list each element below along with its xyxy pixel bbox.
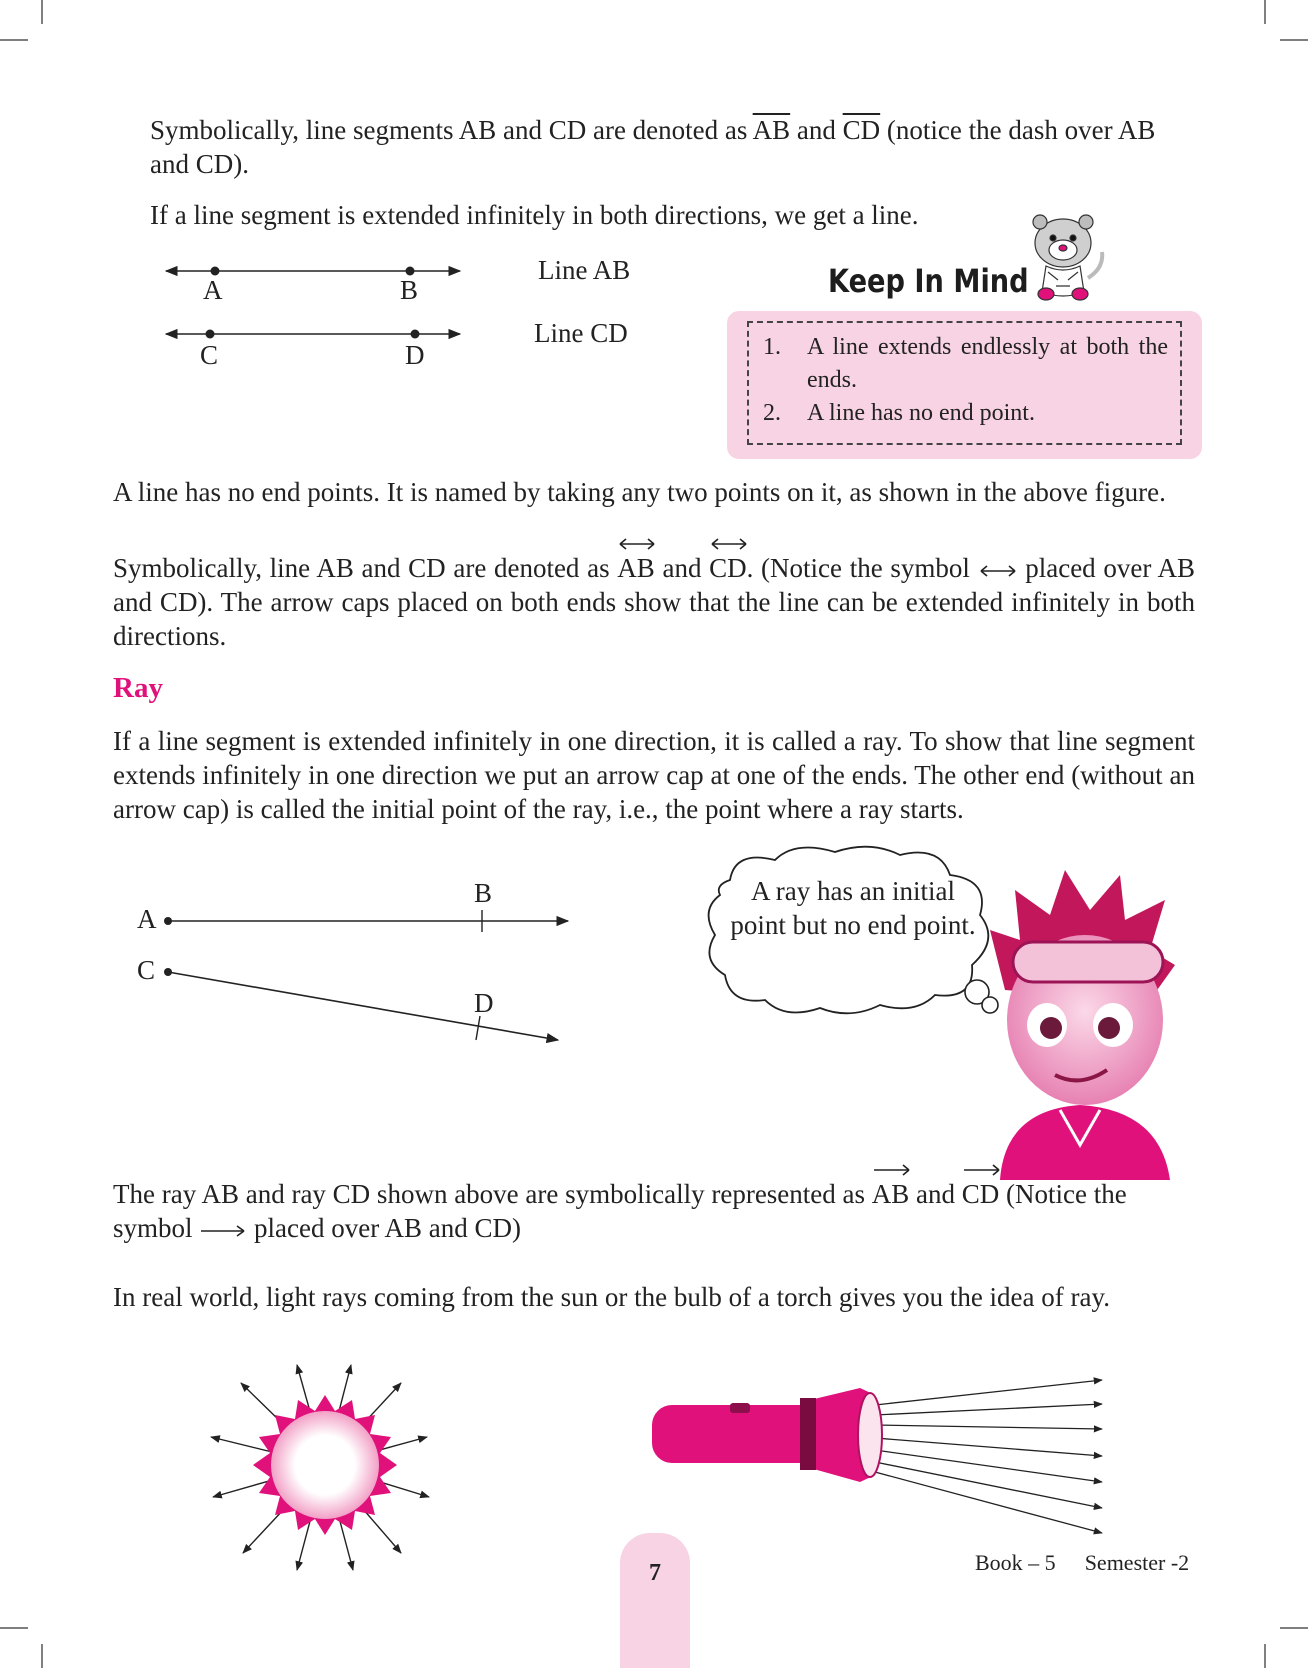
ray-label-c: C	[137, 955, 156, 985]
ray-figure	[150, 900, 570, 1060]
boy-character-icon	[985, 870, 1175, 1180]
ray-definition-paragraph: If a line segment is extended infinitely in one direction, it is called a ray. To show that line segment extends infinitely in one direction we put an arrow cap at one of the ends. The other end (without an arrow cap) is called the initial point of the ray, i.e., the point where a ray starts.	[113, 726, 1195, 824]
right-arrow-icon	[962, 1163, 1002, 1177]
ray-point-c-dot	[164, 968, 172, 976]
double-arrow-symbol-icon	[978, 564, 1018, 578]
line-ab-text: AB	[617, 553, 655, 583]
line-naming-paragraph: A line has no end points. It is named by taking any two points on it, as shown in the above figure.	[113, 477, 1166, 507]
label-b: B	[400, 275, 419, 305]
label-a: A	[203, 275, 223, 305]
footer-semester: Semester -2	[1084, 1550, 1190, 1575]
item-text: A line has no end point.	[807, 400, 1035, 426]
para1-and: and	[796, 115, 836, 145]
para6-c: placed over AB and CD)	[254, 1213, 521, 1243]
keep-in-mind-item	[763, 331, 1168, 397]
ray-point-a-dot	[164, 917, 172, 925]
item-number: 2.	[763, 400, 781, 426]
ray-cd	[168, 972, 558, 1040]
ray-ab-symbol	[872, 1177, 910, 1211]
double-arrow-icon	[617, 537, 657, 551]
label-d: D	[405, 340, 425, 370]
point-d-dot	[411, 330, 420, 339]
line-cd-symbol	[709, 551, 747, 585]
caption-line-cd: Line CD	[534, 318, 628, 348]
item-number: 1.	[763, 334, 781, 360]
segment-ab-symbol: $\overline{AB}$	[752, 115, 791, 145]
ray-label-d: D	[474, 988, 494, 1018]
para6-and: and	[916, 1179, 956, 1209]
para4-b: . (Notice the symbol	[746, 553, 970, 583]
ray-ab-text: AB	[871, 1179, 910, 1209]
para4-and: and	[662, 553, 702, 583]
line-notation-paragraph	[113, 551, 1195, 653]
keep-in-mind-title: Keep In Mind	[828, 262, 1029, 300]
point-c-dot	[206, 330, 215, 339]
ray-point-d-tick	[476, 1016, 480, 1040]
double-arrow-icon	[709, 537, 749, 551]
segment-notation-paragraph	[150, 113, 1195, 181]
ray-notation-paragraph	[113, 1177, 1195, 1245]
ray-cd-text: CD	[961, 1179, 1000, 1209]
page-number-tab	[620, 1533, 690, 1668]
line-definition-paragraph: If a line segment is extended infinitely in both directions, we get a line.	[150, 200, 919, 230]
ray-heading: Ray	[113, 672, 163, 704]
page-number: 7	[649, 1560, 661, 1586]
para4-a: Symbolically, line AB and CD are denoted as	[113, 553, 610, 583]
para1-text-a: Symbolically, line segments AB and CD are denoted as	[150, 115, 748, 145]
right-arrow-icon	[872, 1163, 912, 1177]
label-c: C	[200, 340, 219, 370]
para4-c: placed over AB and CD). The arrow caps placed on both ends show that the line can be extended infinitely in both directions.	[113, 553, 1196, 651]
segment-cd-symbol: $\overline{CD}$	[842, 115, 881, 145]
right-arrow-symbol-icon	[199, 1224, 247, 1238]
ray-cd-symbol	[962, 1177, 1000, 1211]
para1-text-b: (notice the dash over AB and CD).	[150, 115, 1156, 179]
ray-label-a: A	[137, 904, 157, 934]
torch-icon	[650, 1370, 1110, 1540]
line-cd-text: CD	[709, 553, 747, 583]
footer	[975, 1550, 1189, 1576]
keep-in-mind-item	[763, 397, 1168, 430]
ray-label-b: B	[474, 878, 493, 908]
footer-book: Book – 5	[975, 1550, 1056, 1575]
thought-bubble-text: A ray has an initial point but no end point.	[730, 876, 976, 940]
keep-in-mind-list	[747, 321, 1182, 445]
tiger-mascot-icon	[1018, 208, 1108, 304]
para6-a: The ray AB and ray CD shown above are symbolically represented as	[113, 1179, 866, 1209]
caption-line-ab: Line AB	[538, 255, 631, 285]
keep-in-mind-box	[727, 311, 1202, 459]
sun-icon	[205, 1355, 445, 1575]
line-ab-symbol	[617, 551, 655, 585]
real-world-paragraph: In real world, light rays coming from the sun or the bulb of a torch gives you the idea of ray.	[113, 1282, 1110, 1312]
item-text: A line extends endlessly at both the ends.	[807, 334, 1168, 393]
para6-b: (Notice the symbol	[113, 1179, 1127, 1243]
